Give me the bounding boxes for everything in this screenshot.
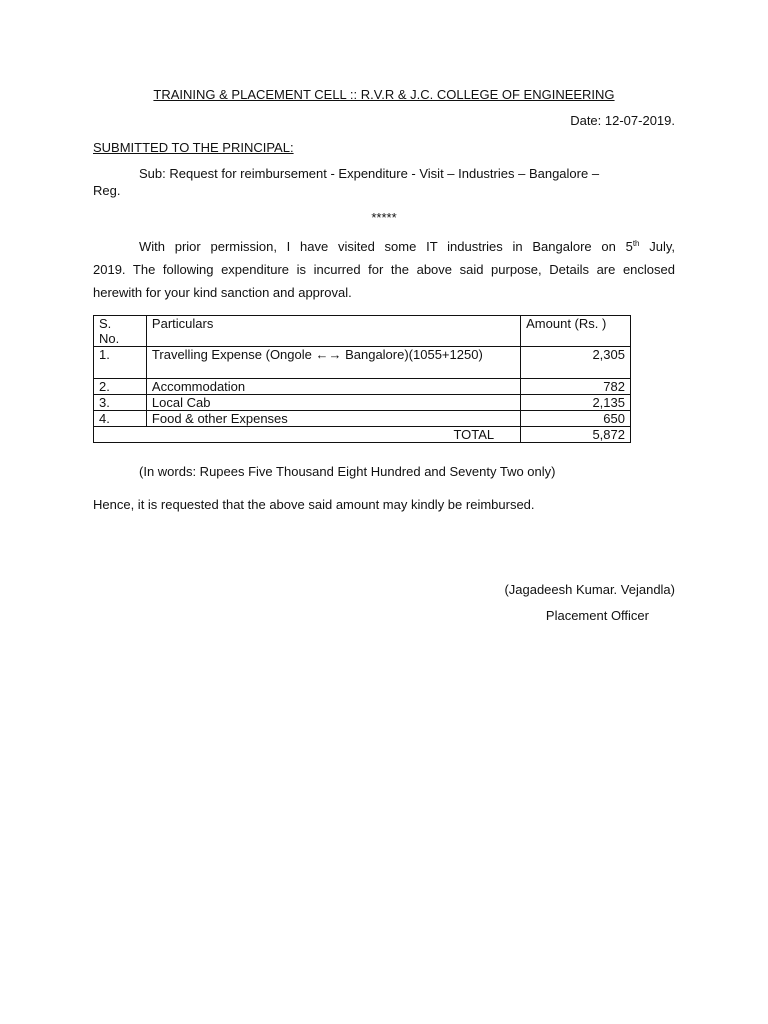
table-row (94, 347, 631, 379)
body-paragraph (93, 235, 675, 304)
signatory-name: (Jagadeesh Kumar. Vejandla) (504, 582, 675, 597)
total-amount: 5,872 (521, 427, 631, 443)
signatory-title: Placement Officer (545, 608, 649, 623)
row-sno: 4. (94, 411, 147, 427)
header-sno: S. No. (94, 316, 147, 347)
row-sno: 2. (94, 379, 147, 395)
addressee: SUBMITTED TO THE PRINCIPAL: (93, 140, 294, 155)
header-amount: Amount (Rs. ) (521, 316, 631, 347)
body-paragraph-line-3: herewith for your kind sanction and approval. (93, 285, 352, 300)
table-row (94, 411, 631, 427)
row-amount: 782 (521, 379, 631, 395)
letter-date: Date: 12-07-2019. (570, 113, 675, 128)
row-amount: 650 (521, 411, 631, 427)
body-paragraph-text-2: July, (639, 239, 675, 254)
row-particulars: Food & other Expenses (146, 411, 520, 427)
expenditure-table (93, 315, 631, 443)
ordinal-suffix: th (632, 239, 640, 248)
request-line: Hence, it is requested that the above said amount may kindly be reimbursed. (93, 497, 535, 512)
letter-heading: TRAINING & PLACEMENT CELL :: R.V.R & J.C. COLLEGE OF ENGINEERING (153, 87, 615, 102)
body-paragraph-line-2: 2019. The following expenditure is incurred for the above said purpose, Details are enclosed (93, 262, 675, 277)
table-row (94, 395, 631, 411)
separator: ***** (371, 210, 397, 225)
subject-line-1: Sub: Request for reimbursement - Expenditure - Visit – Industries – Bangalore – (139, 166, 600, 181)
body-paragraph-line-1 (93, 235, 675, 258)
row-amount: 2,305 (521, 347, 631, 379)
amount-in-words: (In words: Rupees Five Thousand Eight Hundred and Seventy Two only) (139, 464, 556, 479)
row-sno: 3. (94, 395, 147, 411)
row-sno: 1. (94, 347, 147, 379)
row-amount: 2,135 (521, 395, 631, 411)
body-paragraph-text-1: With prior permission, I have visited some IT industries in Bangalore on 5 (139, 239, 633, 254)
subject-line-2: Reg. (93, 183, 121, 198)
header-particulars: Particulars (146, 316, 520, 347)
row-particulars: Accommodation (146, 379, 520, 395)
table-total-row (94, 427, 631, 443)
table-header-row (94, 316, 631, 347)
table-row (94, 379, 631, 395)
row-particulars: Travelling Expense (Ongole ←→ Bangalore)(1055+1250) (146, 347, 520, 379)
total-label: TOTAL (94, 427, 521, 443)
row-particulars: Local Cab (146, 395, 520, 411)
